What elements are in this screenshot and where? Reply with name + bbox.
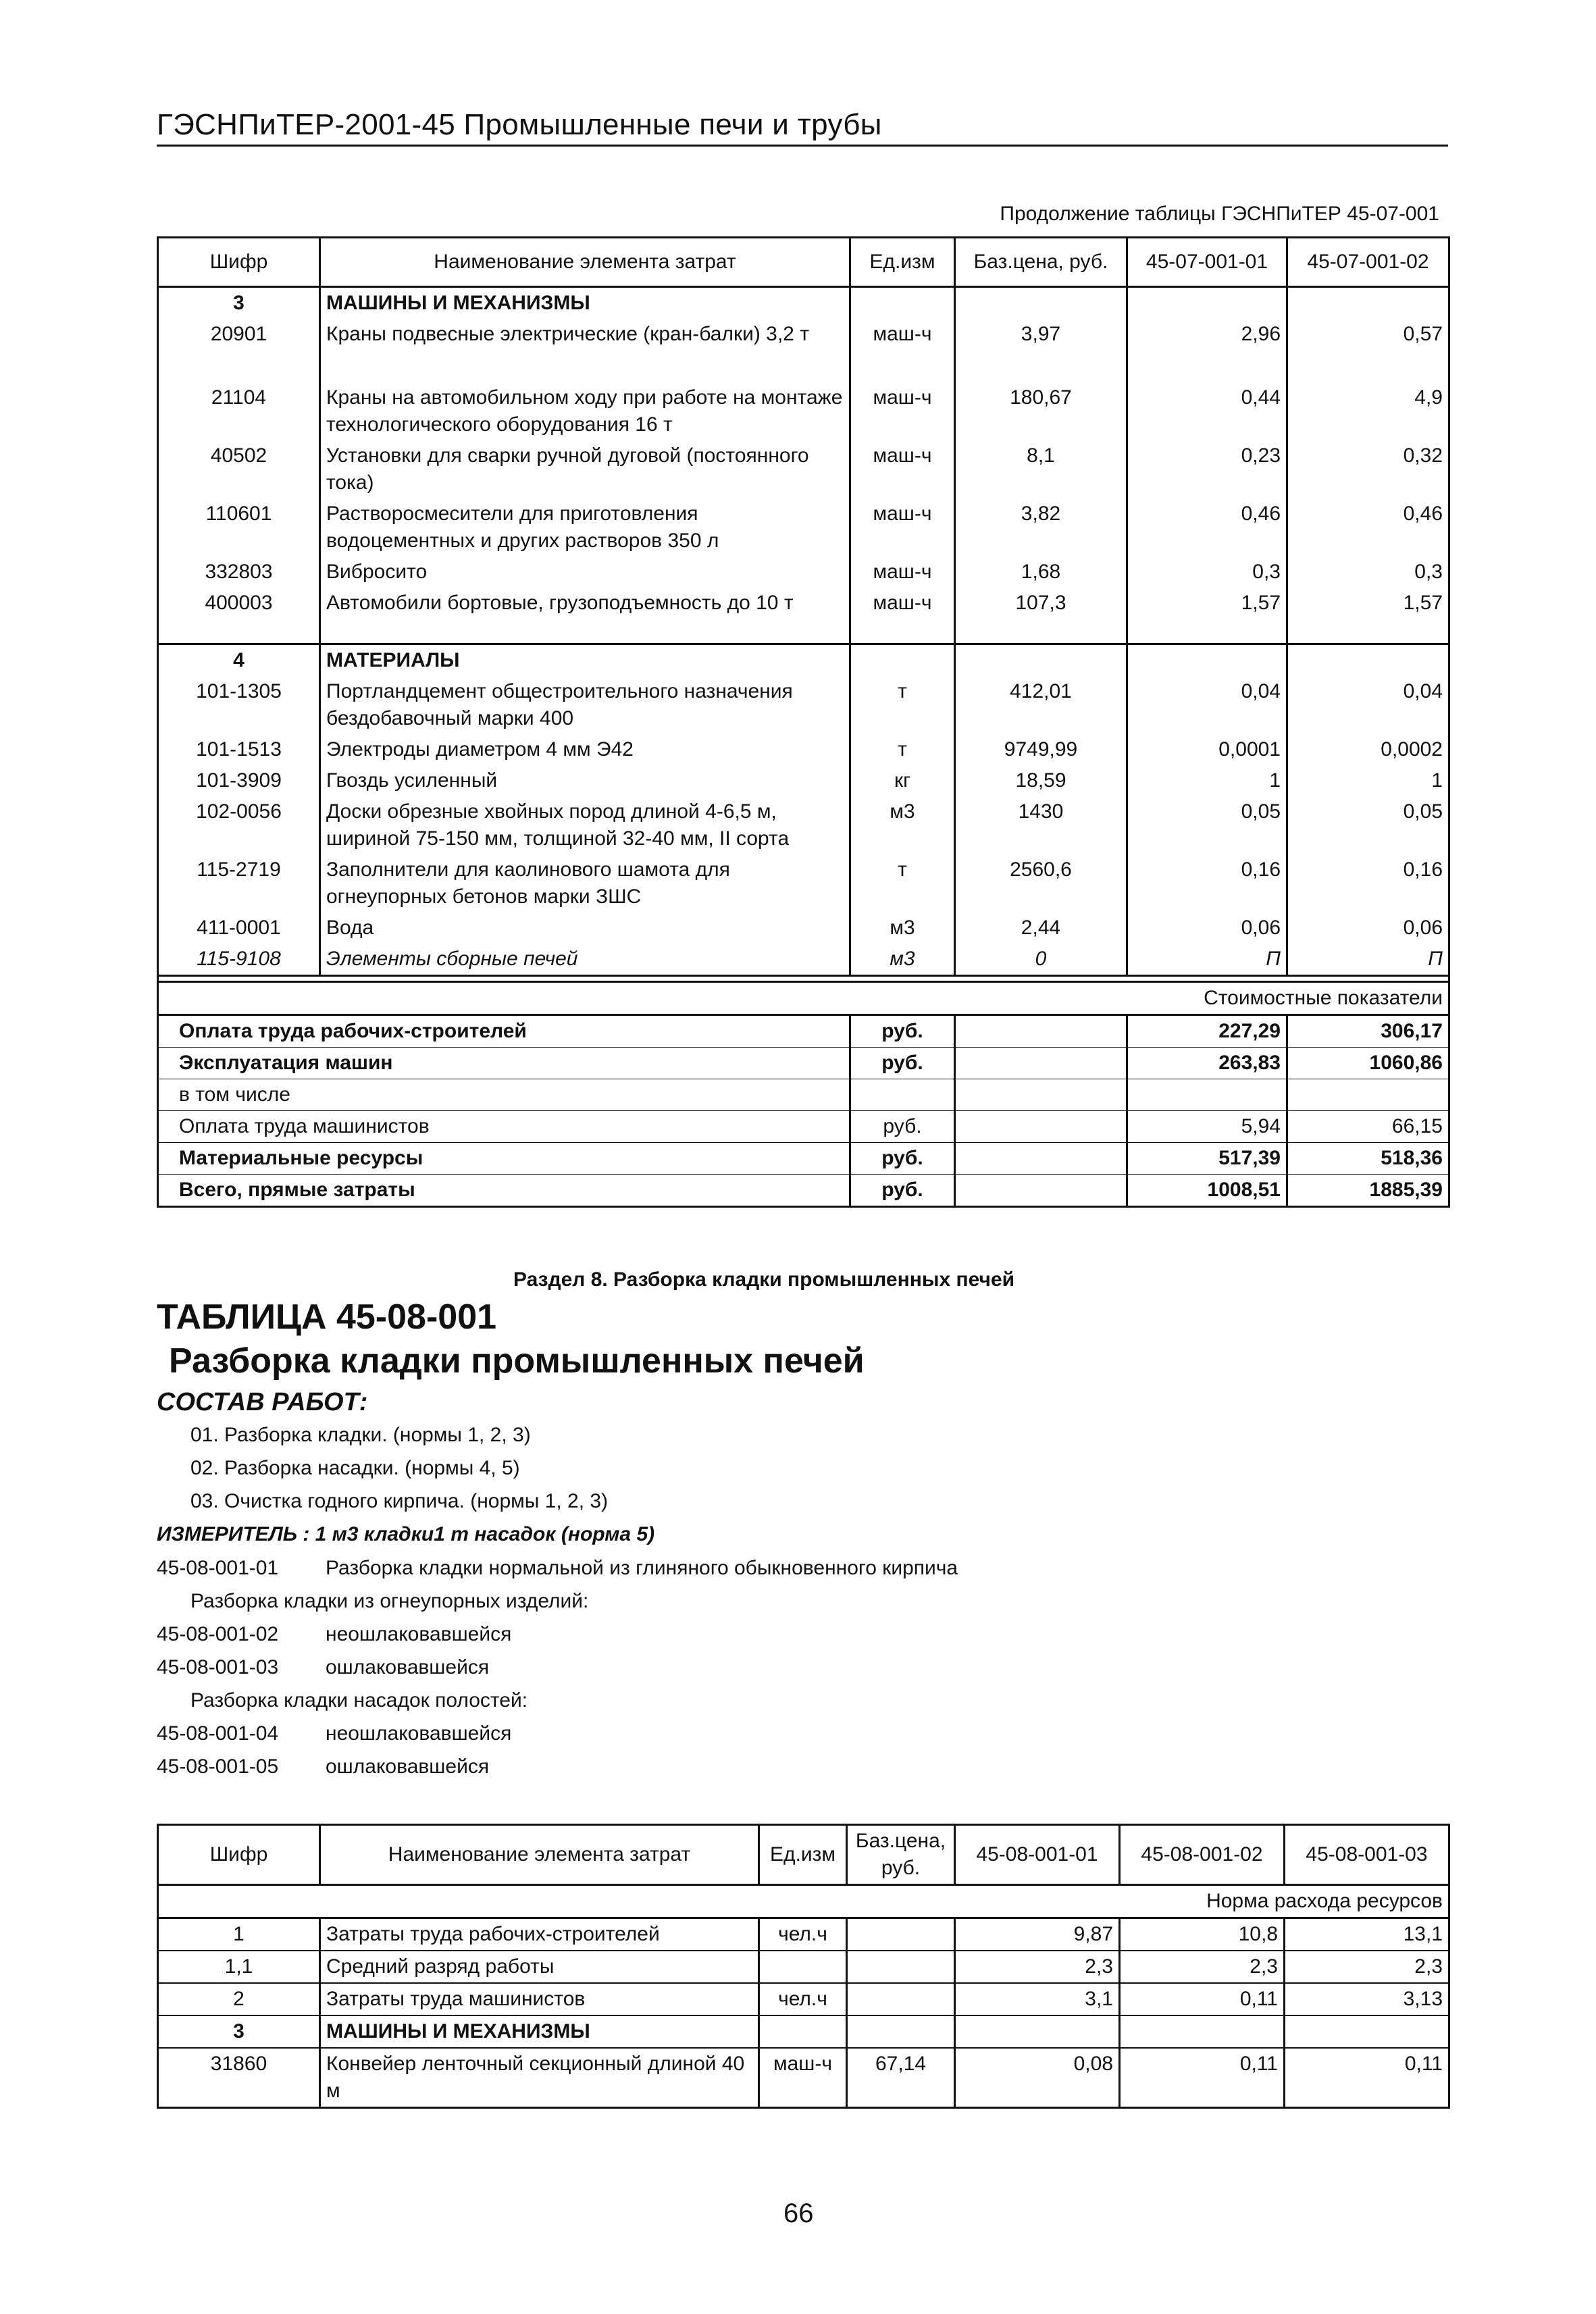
cell-value-1: 0,46: [1127, 498, 1287, 557]
cost-row: [158, 1175, 1449, 1207]
table-row: [158, 1918, 1449, 1951]
cell-value-2: 2,3: [1120, 1951, 1285, 1983]
section-title: МАШИНЫ И МЕХАНИЗМЫ: [320, 287, 850, 319]
col-header-name: Наименование элемента затрат: [320, 238, 850, 287]
table-row: [158, 557, 1449, 588]
section-title: МАШИНЫ И МЕХАНИЗМЫ: [320, 2015, 759, 2048]
cell-unit: [759, 1951, 847, 1983]
cell-price: 1430: [955, 796, 1127, 854]
cell-value-2: 0,04: [1403, 680, 1443, 702]
table-row: [158, 588, 1449, 619]
norm-header: Норма расхода ресурсов: [158, 1885, 1449, 1918]
cost-value-2: 1885,39: [1287, 1175, 1449, 1207]
work-composition-label: СОСТАВ РАБОТ:: [157, 1388, 368, 1416]
col-header-v2: 45-08-001-02: [1120, 1825, 1285, 1885]
measurement-unit: ИЗМЕРИТЕЛЬ : 1 м3 кладки1 т насадок (норма 5): [157, 1523, 655, 1545]
cell-unit: чел.ч: [759, 1918, 847, 1951]
cell-value-1: 0,44: [1127, 382, 1287, 440]
code-text: ошлаковавшейся: [326, 1755, 490, 1778]
cost-value-2: 306,17: [1287, 1015, 1449, 1048]
cost-row: [158, 1111, 1449, 1143]
table-row: [158, 854, 1449, 912]
cell-name: Элементы сборные печей: [320, 944, 850, 976]
cost-row: [158, 1143, 1449, 1175]
cell-name: Электроды диаметром 4 мм Э42: [320, 734, 850, 765]
table-title: ТАБЛИЦА 45-08-001: [157, 1297, 497, 1337]
code-text: неошлаковавшейся: [326, 1623, 512, 1645]
table-row: [158, 676, 1449, 734]
cost-label: Оплата труда машинистов: [158, 1111, 850, 1143]
cell-value-2: 0,16: [1403, 858, 1443, 881]
work-item: 02. Разборка насадки. (нормы 4, 5): [190, 1457, 520, 1479]
cell-name: Конвейер ленточный секционный длиной 40 м: [320, 2048, 759, 2108]
cost-label: Материальные ресурсы: [158, 1143, 850, 1175]
cell-code: 21104: [211, 386, 267, 409]
cell-value-2: 0,46: [1403, 503, 1443, 525]
cost-indicators-header-row: [158, 982, 1449, 1015]
table-header-row: [158, 1825, 1449, 1885]
cell-unit: маш-ч: [759, 2048, 847, 2108]
cell-value-2: 0,32: [1403, 444, 1443, 467]
col-header-code: Шифр: [158, 238, 320, 287]
cell-code: 101-1305: [196, 680, 282, 702]
cell-code: 1: [158, 1918, 320, 1951]
cell-value-2: 0,0002: [1381, 738, 1443, 761]
table-row: [158, 440, 1449, 498]
cell-value-1: 3,1: [955, 1983, 1120, 2015]
cost-value-2: 1060,86: [1287, 1048, 1449, 1079]
cell-name: Вода: [320, 912, 850, 944]
section-row-materials: [158, 644, 1449, 677]
cell-price: 8,1: [955, 440, 1127, 498]
code-text: Разборка кладки нормальной из глиняного обыкновенного кирпича: [326, 1557, 958, 1579]
col-header-unit: Ед.изм: [850, 238, 955, 287]
cell-unit: маш-ч: [850, 440, 955, 498]
cell-name: Затраты труда рабочих-строителей: [320, 1918, 759, 1951]
cell-name: Гвоздь усиленный: [320, 765, 850, 796]
code-line: [157, 1722, 511, 1745]
cell-value-1: 2,96: [1127, 319, 1287, 382]
cell-name: Средний разряд работы: [320, 1951, 759, 1983]
code-line: [157, 1557, 958, 1580]
cell-unit: чел.ч: [759, 1983, 847, 2015]
cell-price: 18,59: [955, 765, 1127, 796]
cost-unit: руб.: [850, 1111, 955, 1143]
cell-name: Доски обрезные хвойных пород длиной 4-6,5 м, шириной 75-150 мм, толщиной 32-40 мм, II сорта: [320, 796, 850, 854]
cell-value-1: 0,3: [1127, 557, 1287, 588]
cell-price: [847, 1918, 955, 1951]
cell-code: 101-3909: [196, 769, 282, 792]
cell-price: [847, 1951, 955, 1983]
cell-value-1: 9,87: [955, 1918, 1120, 1951]
cost-row: [158, 1048, 1449, 1079]
cell-value-2: 1: [1431, 769, 1443, 792]
cell-name: Заполнители для каолинового шамота для огнеупорных бетонов марки ЗШС: [320, 854, 850, 912]
col-header-v2: 45-07-001-02: [1287, 238, 1449, 287]
code-group-label: Разборка кладки из огнеупорных изделий:: [190, 1590, 589, 1612]
cell-code: 40502: [210, 444, 267, 467]
code: 45-08-001-05: [157, 1755, 279, 1778]
cell-code: 1,1: [158, 1951, 320, 1983]
cell-value-1: 0,0001: [1127, 734, 1287, 765]
cell-price: 1,68: [955, 557, 1127, 588]
table-row: [158, 319, 1449, 382]
col-header-unit: Ед.изм: [759, 1825, 847, 1885]
section-code: 4: [158, 644, 320, 677]
cell-code: 2: [158, 1983, 320, 2015]
table-header-row: [158, 238, 1449, 287]
cell-value-2: 0,57: [1403, 323, 1443, 345]
table-row: [158, 2048, 1449, 2108]
cell-price: [847, 1983, 955, 2015]
table-row: [158, 382, 1449, 440]
col-header-price: Баз.цена, руб.: [955, 238, 1127, 287]
cell-price: 0: [955, 944, 1127, 976]
separator-row: [158, 976, 1449, 982]
section-row-machines: [158, 287, 1449, 319]
cell-code: 115-9108: [197, 948, 281, 970]
table-row: [158, 1983, 1449, 2015]
cost-indicators-header: Стоимостные показатели: [158, 982, 1449, 1015]
cell-price: 3,97: [955, 319, 1127, 382]
cost-value-1: 227,29: [1127, 1015, 1287, 1048]
cost-label: в том числе: [158, 1079, 850, 1111]
cell-code: 101-1513: [196, 738, 282, 761]
table-row: [158, 765, 1449, 796]
cell-value-2: 0,11: [1120, 2048, 1285, 2108]
norm-header-row: [158, 1885, 1449, 1918]
cell-name: Растворосмесители для приготовления водоцементных и других растворов 350 л: [320, 498, 850, 557]
cost-value-1: 1008,51: [1127, 1175, 1287, 1207]
cell-name: Краны подвесные электрические (кран-балки) 3,2 т: [320, 319, 850, 382]
code-line: [157, 1623, 511, 1646]
cell-name: Вибросито: [320, 557, 850, 588]
cost-unit: руб.: [850, 1048, 955, 1079]
cell-value-2: 0,06: [1403, 917, 1443, 939]
section-row-machines: [158, 2015, 1449, 2048]
section-code: 3: [158, 2015, 320, 2048]
cell-code: 115-2719: [197, 858, 281, 881]
cost-value-2: 518,36: [1287, 1143, 1449, 1175]
cell-value-3: 13,1: [1285, 1918, 1449, 1951]
cell-code: 110601: [205, 503, 272, 525]
cell-code: 332803: [205, 561, 273, 583]
resource-table-45-08-001: [157, 1824, 1450, 2109]
table-row: [158, 912, 1449, 944]
work-item: 03. Очистка годного кирпича. (нормы 1, 2, 3): [190, 1490, 609, 1512]
col-header-code: Шифр: [158, 1825, 320, 1885]
cost-value-1: 517,39: [1127, 1143, 1287, 1175]
cost-unit: руб.: [850, 1143, 955, 1175]
cell-name: Затраты труда машинистов: [320, 1983, 759, 2015]
cell-value-1: 0,23: [1127, 440, 1287, 498]
running-header: ГЭСНПиТЕР-2001-45 Промышленные печи и трубы: [157, 108, 1448, 147]
col-header-v1: 45-08-001-01: [955, 1825, 1120, 1885]
cell-name: Краны на автомобильном ходу при работе на монтаже технологического оборудования 16 т: [320, 382, 850, 440]
cell-unit: маш-ч: [850, 588, 955, 619]
col-header-v1: 45-07-001-01: [1127, 238, 1287, 287]
table-row: [158, 498, 1449, 557]
cell-value-1: 2,3: [955, 1951, 1120, 1983]
code: 45-08-001-02: [157, 1623, 279, 1645]
resource-table-45-07-001: [157, 236, 1450, 1208]
code-text: неошлаковавшейся: [326, 1722, 512, 1745]
cell-code: 102-0056: [196, 800, 282, 823]
cell-value-1: 1: [1127, 765, 1287, 796]
code-line: [157, 1755, 489, 1778]
cost-value-1: [1127, 1079, 1287, 1111]
continuation-caption: Продолжение таблицы ГЭСНПиТЕР 45-07-001: [1000, 203, 1439, 225]
table-row: [158, 734, 1449, 765]
cell-unit: м3: [850, 912, 955, 944]
cell-value-1: 0,04: [1127, 676, 1287, 734]
cost-value-1: 5,94: [1127, 1111, 1287, 1143]
cell-value-1: 0,06: [1127, 912, 1287, 944]
code-line: [157, 1656, 489, 1679]
cell-name: Автомобили бортовые, грузоподъемность до 10 т: [320, 588, 850, 619]
cell-value-2: 10,8: [1120, 1918, 1285, 1951]
cell-unit: м3: [850, 796, 955, 854]
section-code: 3: [233, 292, 244, 314]
cell-price: 2560,6: [955, 854, 1127, 912]
col-header-price: Баз.цена, руб.: [847, 1825, 955, 1885]
cell-value-2: 1,57: [1403, 592, 1443, 614]
code-group-label: Разборка кладки насадок полостей:: [190, 1689, 528, 1712]
cell-value-3: 2,3: [1285, 1951, 1449, 1983]
code-text: ошлаковавшейся: [326, 1656, 490, 1678]
cell-unit: кг: [850, 765, 955, 796]
cell-price: 2,44: [955, 912, 1127, 944]
cost-label: Оплата труда рабочих-строителей: [158, 1015, 850, 1048]
code: 45-08-001-04: [157, 1722, 279, 1745]
cost-row: [158, 1015, 1449, 1048]
spacer-row: [158, 619, 1449, 644]
cell-unit: т: [850, 854, 955, 912]
cell-value-1: 0,08: [955, 2048, 1120, 2108]
col-header-name: Наименование элемента затрат: [320, 1825, 759, 1885]
cost-row: [158, 1079, 1449, 1111]
table-row: [158, 1951, 1449, 1983]
cost-unit: руб.: [850, 1175, 955, 1207]
cell-value-2: П: [1428, 948, 1443, 970]
cost-value-1: 263,83: [1127, 1048, 1287, 1079]
cost-label: Всего, прямые затраты: [158, 1175, 850, 1207]
cell-value-2: 4,9: [1414, 386, 1443, 409]
cost-value-2: [1287, 1079, 1449, 1111]
cost-label: Эксплуатация машин: [158, 1048, 850, 1079]
table-row: [158, 944, 1449, 976]
col-header-v3: 45-08-001-03: [1285, 1825, 1449, 1885]
cell-price: 412,01: [955, 676, 1127, 734]
cell-value-2: 0,05: [1403, 800, 1443, 823]
code: 45-08-001-03: [157, 1656, 279, 1678]
cell-value-2: 0,11: [1120, 1983, 1285, 2015]
cell-unit: т: [850, 734, 955, 765]
cell-price: 180,67: [955, 382, 1127, 440]
cell-value-3: 3,13: [1285, 1983, 1449, 2015]
cell-value-1: П: [1127, 944, 1287, 976]
cell-price: 9749,99: [955, 734, 1127, 765]
section-heading: Раздел 8. Разборка кладки промышленных печей: [513, 1268, 1015, 1291]
cell-unit: маш-ч: [850, 557, 955, 588]
page-number: 66: [783, 2199, 814, 2228]
cell-code: 20901: [210, 323, 267, 345]
cell-price: 67,14: [847, 2048, 955, 2108]
table-row: [158, 796, 1449, 854]
cell-value-1: 0,05: [1127, 796, 1287, 854]
cell-unit: маш-ч: [850, 498, 955, 557]
cell-price: 3,82: [955, 498, 1127, 557]
cell-name: Портландцемент общестроительного назначения бездобавочный марки 400: [320, 676, 850, 734]
section-title: МАТЕРИАЛЫ: [320, 644, 850, 677]
cell-name: Установки для сварки ручной дуговой (постоянного тока): [320, 440, 850, 498]
cell-unit: м3: [850, 944, 955, 976]
cell-value-1: 1,57: [1127, 588, 1287, 619]
cell-code: 411-0001: [197, 917, 281, 939]
cell-unit: маш-ч: [850, 319, 955, 382]
table-subtitle: Разборка кладки промышленных печей: [169, 1341, 865, 1381]
code: 45-08-001-01: [157, 1557, 279, 1579]
cell-price: 107,3: [955, 588, 1127, 619]
cell-unit: т: [850, 676, 955, 734]
work-item: 01. Разборка кладки. (нормы 1, 2, 3): [190, 1424, 531, 1446]
cell-value-2: 0,3: [1414, 561, 1443, 583]
cell-code: 31860: [158, 2048, 320, 2108]
cell-value-1: 0,16: [1127, 854, 1287, 912]
cost-unit: [850, 1079, 955, 1111]
cost-unit: руб.: [850, 1015, 955, 1048]
cell-code: 400003: [205, 592, 273, 614]
cell-unit: маш-ч: [850, 382, 955, 440]
cost-value-2: 66,15: [1287, 1111, 1449, 1143]
cell-value-3: 0,11: [1285, 2048, 1449, 2108]
